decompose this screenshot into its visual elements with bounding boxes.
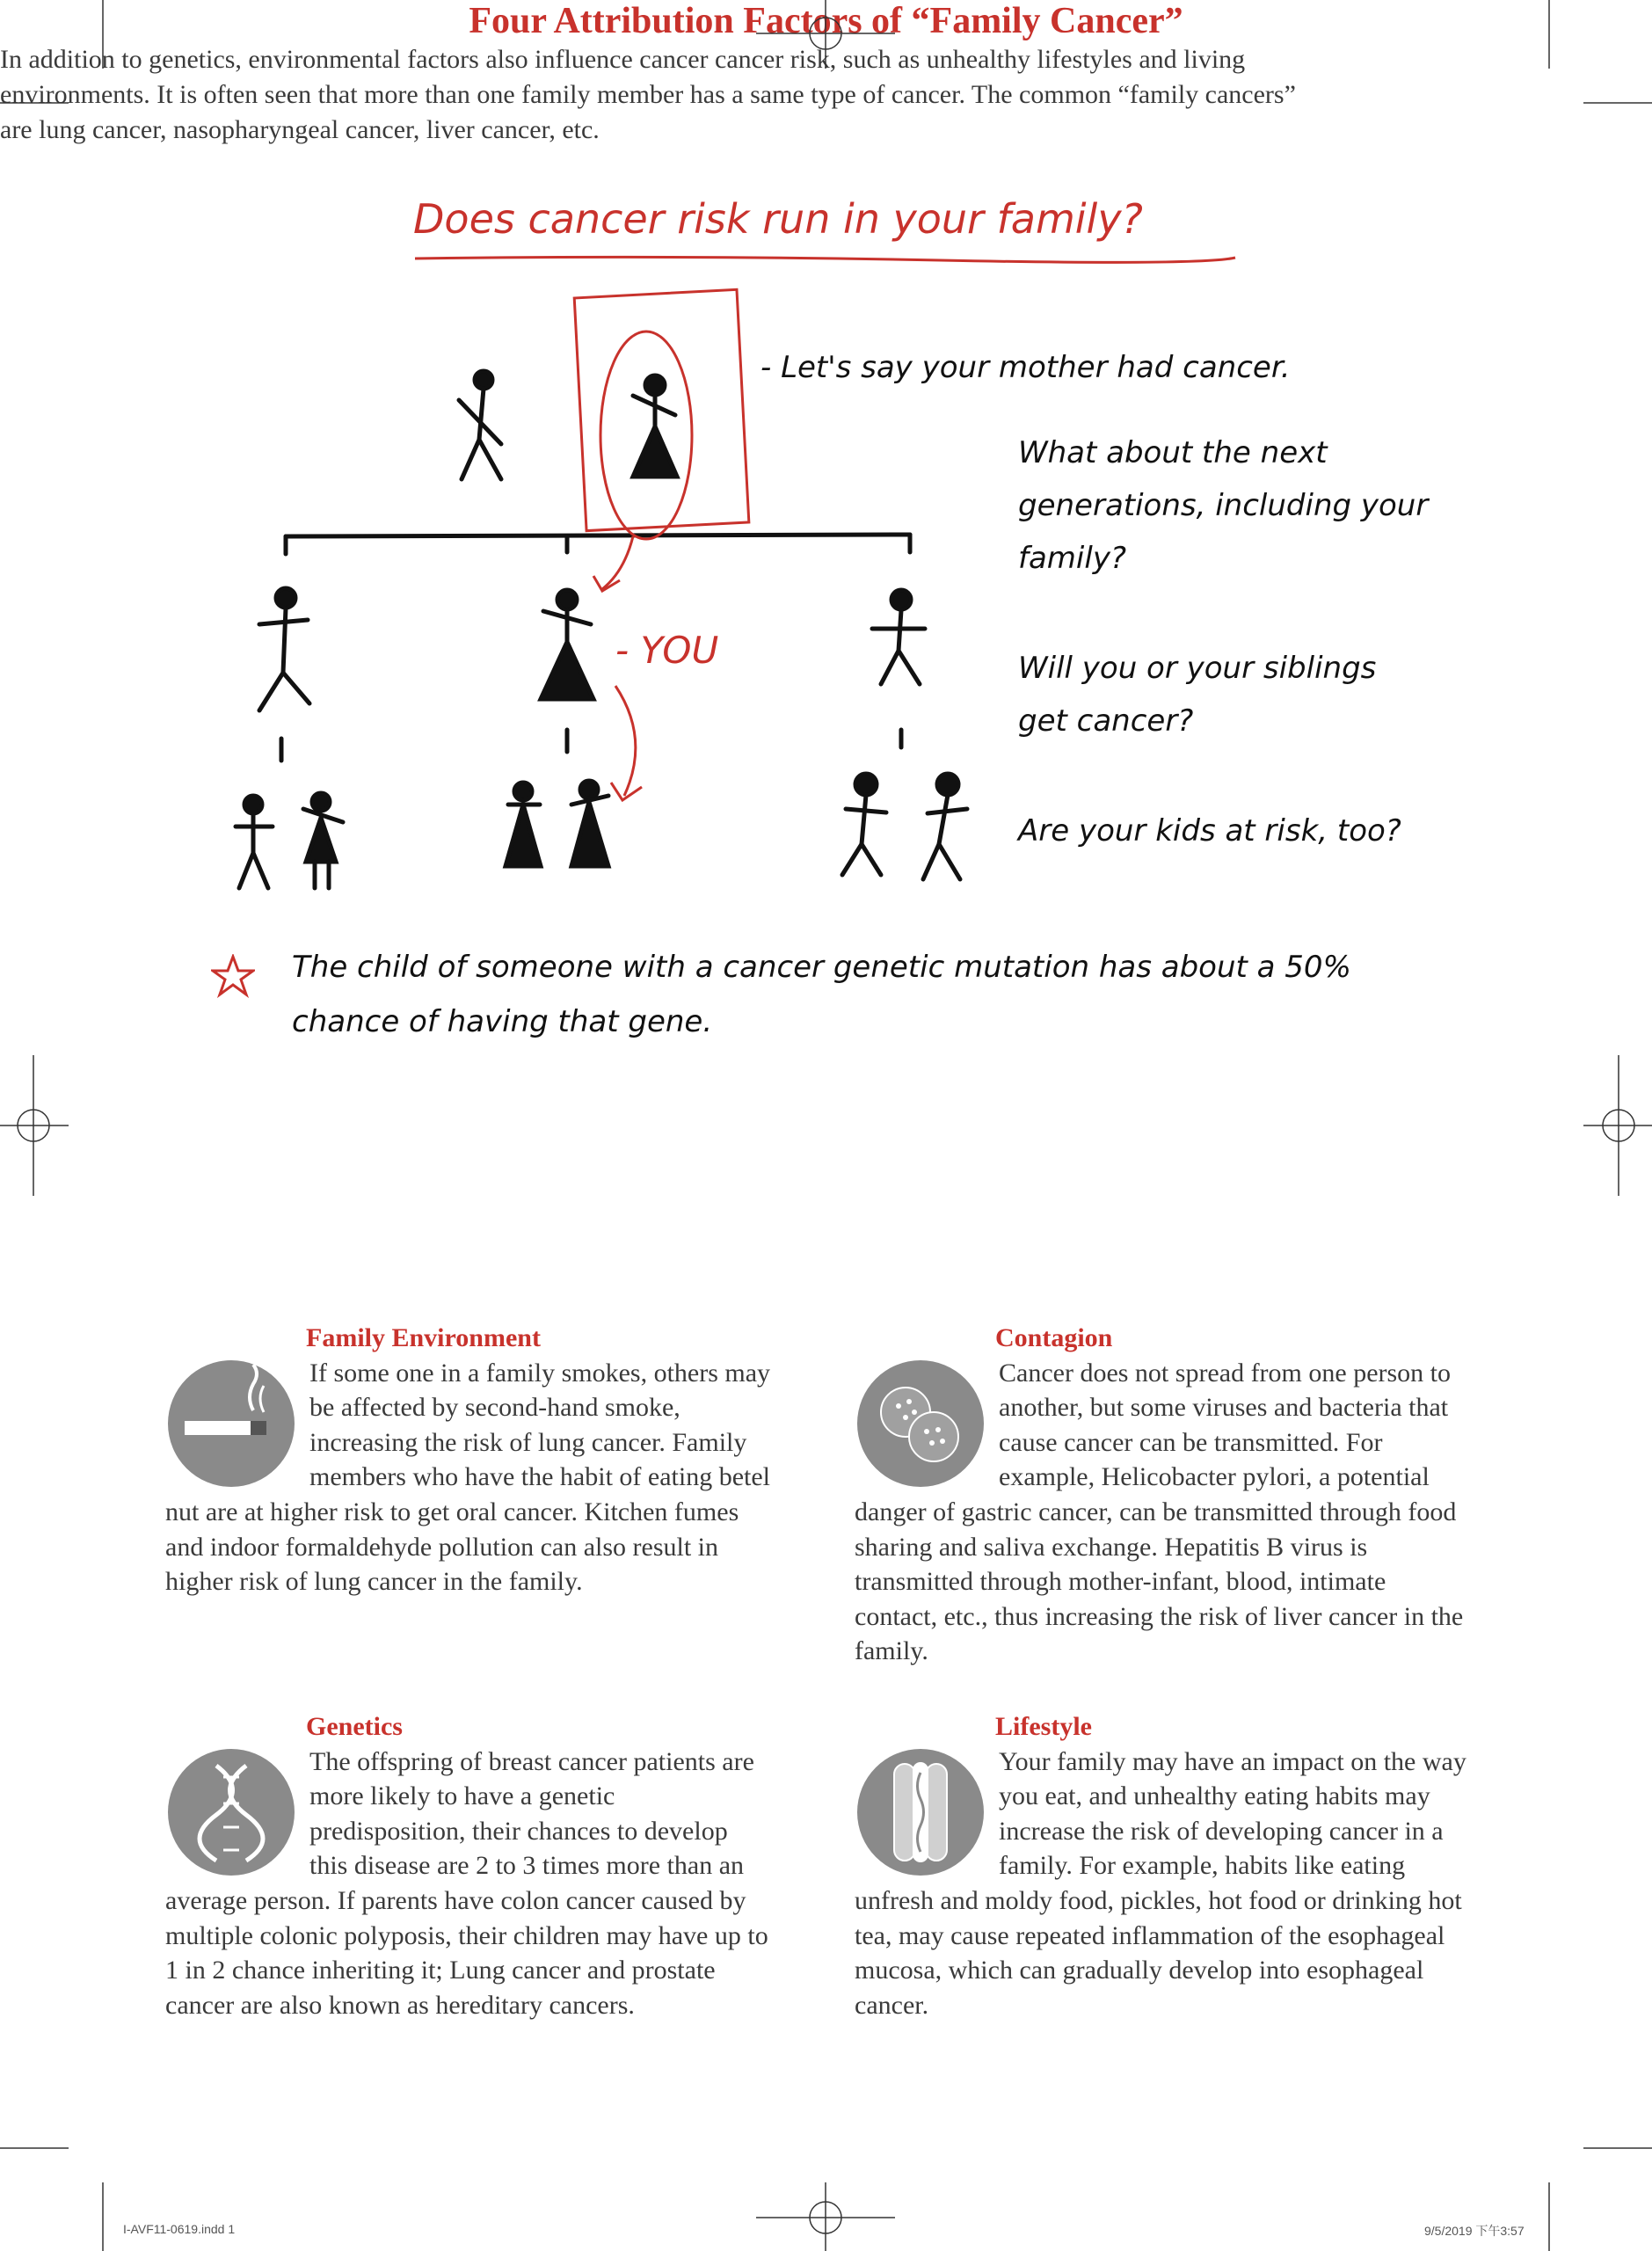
factor-text: The offspring of breast cancer patients are more likely to have a genetic predisposition, their chances to develop this disease are 2 to 3 times more than an average person. If parents have colon cancer caused by multiple colonic polyposis, their children may have up to 1 in 2 chance inheriting it; Lung cancer and prostate cancer are also known as hereditary cancers.: [165, 1746, 768, 2020]
dna-icon: [165, 1746, 297, 1878]
note-mother: - Let's say your mother had cancer.: [761, 350, 1291, 385]
note-siblings-1: Will you or your siblings: [1018, 651, 1377, 686]
note-kids: Are your kids at risk, too?: [1018, 813, 1401, 849]
article-intro: In addition to genetics, environmental factors also influence cancer cancer risk, such as unhealthy lifestyles and living environments. It is often seen that more than one family member has a same type of cancer. The common “family cancers” are lung cancer, nasopharyngeal cancer, liver cancer, etc.: [0, 45, 1296, 144]
you-label: - YOU: [615, 629, 719, 672]
footer-date: 9/5/2019 下午3:57: [1424, 2224, 1525, 2238]
factor-title: Lifestyle: [995, 1712, 1092, 1741]
factor-title: Family Environment: [306, 1323, 541, 1352]
bacteria-icon: [855, 1358, 986, 1490]
factor-lifestyle: [855, 1709, 1470, 2022]
title-underline: [413, 253, 1240, 266]
footnote-line1: The child of someone with a cancer genetic mutation has about a 50%: [292, 950, 1351, 985]
factor-family-environment: [165, 1321, 772, 1599]
star-icon: [211, 954, 255, 998]
factor-title: Genetics: [306, 1712, 403, 1741]
footer-file: I-AVF11-0619.indd 1: [123, 2222, 236, 2236]
factor-text: Cancer does not spread from one person to another, but some viruses and bacteria that cause cancer can be transmitted. For example, Helicobacter pylori, a potential danger of gastric cancer, can be transmitted through food sharing and saliva exchange. Hepatitis B virus is transmitted through mother-infant, blood, intimate contact, etc., thus increasing the risk of liver cancer in the family.: [855, 1358, 1464, 1666]
illustration-title: Does cancer risk run in your family?: [413, 195, 1143, 243]
factor-text: If some one in a family smokes, others may be affected by second-hand smoke, increasing the risk of lung cancer. Family members who have the habit of eating betel nut are at higher risk to get oral cancer. Kitchen fumes and indoor formaldehyde pollution can also result in higher risk of lung cancer in the family.: [165, 1358, 771, 1597]
note-next-2: generations, including your: [1018, 488, 1429, 523]
factor-genetics: [165, 1709, 772, 2022]
note-next-3: family?: [1018, 541, 1126, 576]
cigarette-icon: [165, 1358, 297, 1490]
factor-text: Your family may have an impact on the way you eat, and unhealthy eating habits may increase the risk of developing cancer in a family. For example, habits like eating unfresh and moldy food, pickles, hot food or drinking hot tea, may cause repeated inflammation of the esophageal mucosa, which can gradually develop into esophageal cancer.: [855, 1746, 1466, 2020]
note-next-1: What about the next: [1018, 435, 1328, 470]
hotdog-icon: [855, 1746, 986, 1878]
factor-title: Contagion: [995, 1323, 1113, 1352]
note-siblings-2: get cancer?: [1018, 703, 1194, 739]
factor-contagion: [855, 1321, 1470, 1669]
article-heading: Four Attribution Factors of “Family Cancer”: [469, 1, 1183, 41]
footnote-line2: chance of having that gene.: [292, 1004, 713, 1039]
